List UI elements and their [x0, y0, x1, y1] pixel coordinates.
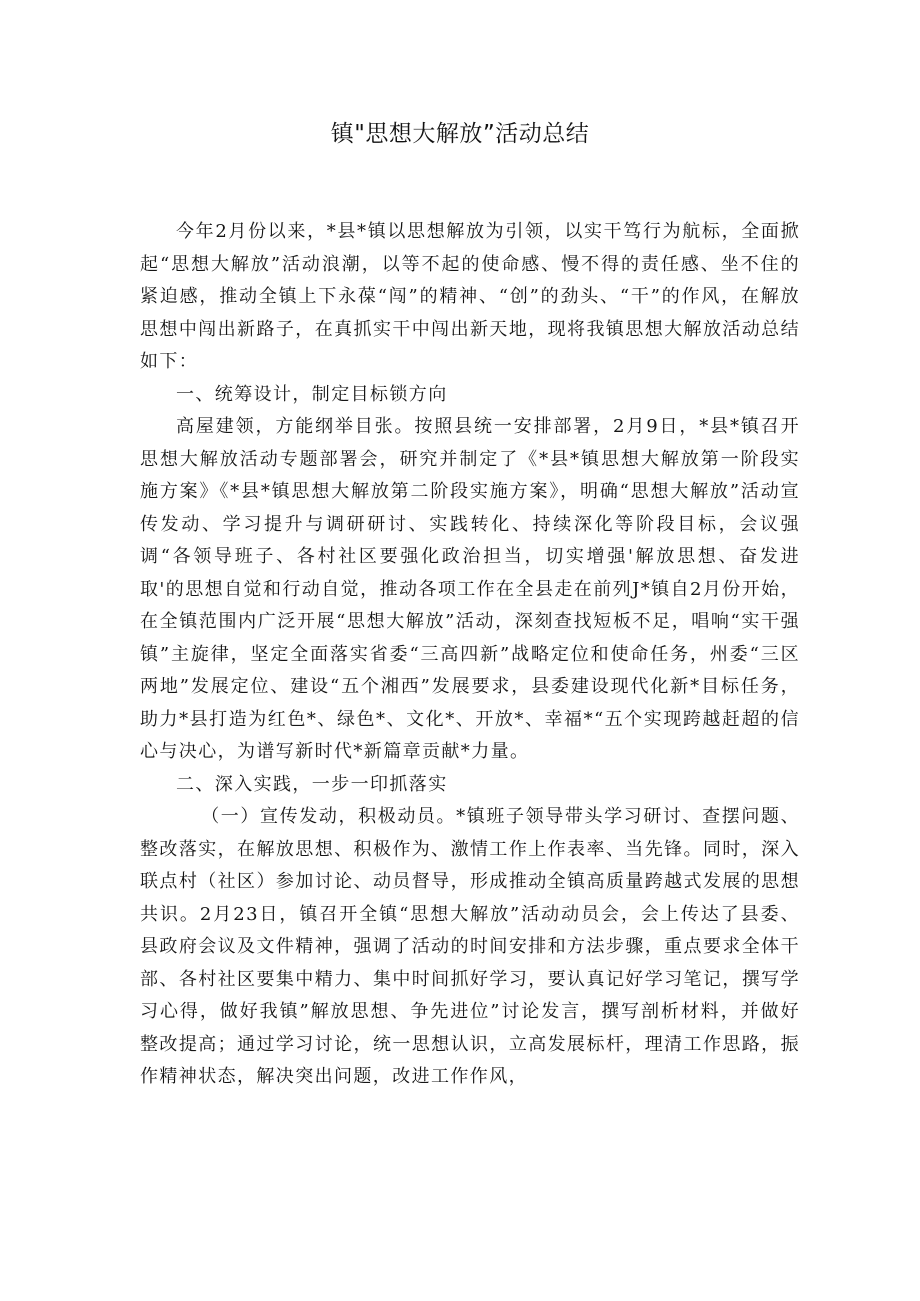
document-title: 镇"思想大解放”活动总结	[330, 121, 590, 147]
document-body	[140, 216, 800, 1094]
section-heading-2: 二、深入实践，一步一印抓落实	[176, 773, 448, 795]
section-heading-1: 一、统筹设计，制定目标锁方向	[176, 383, 448, 405]
subsection-1-paragraph: （一）宣传发动，积极动员。*镇班子领导带头学习研讨、查摆问题、整改落实，在解放思想、积极作为、激情工作上作表率、当先锋。同时，深入联点村（社区）参加讨论、动员督导，形成推动全镇高质量跨越式发展的思想共识。2月23日，镇召开全镇“思想大解放”活动动员会，会上传达了县委、县政府会议及文件精神，强调了活动的时间安排和方法步骤，重点要求全体干部、各村社区要集中精力、集中时间抓好学习，要认真记好学习笔记，撰写学习心得，做好我镇”解放思想、争先进位”讨论发言，撰写剖析材料，并做好整改提高；通过学习讨论，统一思想认识，立高发展标杆，理清工作思路，振作精神状态，解决突出问题，改进工作作风，	[140, 806, 800, 1087]
intro-paragraph: 今年2月份以来，*县*镇以思想解放为引领，以实干笃行为航标，全面掀起“思想大解放”活动浪潮，以等不起的使命感、慢不得的责任感、坐不住的紧迫感，推动全镇上下永葆“闯”的精神、“创”的劲头、“干”的作风，在解放思想中闯出新路子，在真抓实干中闯出新天地，现将我镇思想大解放活动总结如下：	[140, 221, 800, 372]
section-1-paragraph: 高屋建领，方能纲举目张。按照县统一安排部署，2月9日，*县*镇召开思想大解放活动专题部署会，研究并制定了《*县*镇思想大解放第一阶段实施方案》《*县*镇思想大解放第二阶段实施方案》，明确“思想大解放”活动宣传发动、学习提升与调研研讨、实践转化、持续深化等阶段目标，会议强调“各领导班子、各村社区要强化政治担当，切实增强'解放思想、奋发进取'的思想自觉和行动自觉，推动各项工作在全县走在前列J*镇自2月份开始，在全镇范围内广泛开展“思想大解放”活动，深刻查找短板不足，唱响“实干强镇”主旋律，坚定全面落实省委“三高四新”战略定位和使命任务，州委“三区两地”发展定位、建设“五个湘西”发展要求，县委建设现代化新*目标任务，助力*县打造为红色*、绿色*、文化*、开放*、幸福*“五个实现跨越赶超的信心与决心，为谱写新时代*新篇章贡献*力量。	[140, 416, 800, 762]
